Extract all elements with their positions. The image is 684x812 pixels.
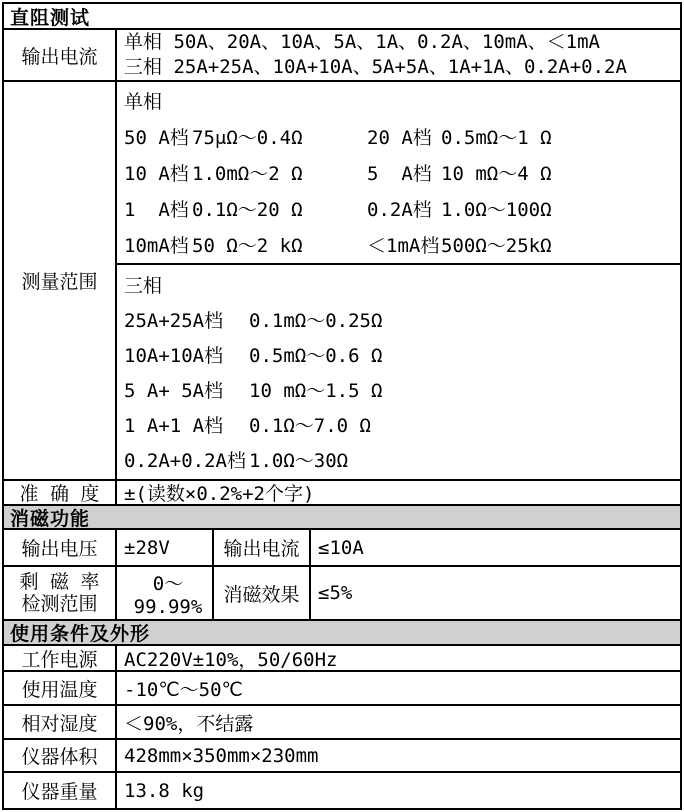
value-output-current — [117, 30, 680, 80]
section-title-dc-test: 直阻测试 — [10, 6, 91, 29]
section-header-dc-test — [4, 4, 680, 30]
label-output-voltage: 输出电压 — [4, 530, 117, 565]
label-demag-output-current: 输出电流 — [214, 530, 311, 565]
label-measure-range — [4, 82, 117, 479]
value-residual-magnetism-range: 0～99.99% — [117, 567, 214, 619]
range-label: 0.2A+0.2A档 — [124, 450, 246, 472]
range-label: 1 A档 — [124, 198, 189, 221]
label-instrument-size: 仪器体积 — [4, 740, 117, 771]
three-phase-title: 三相 — [124, 275, 163, 297]
range-label: 0.2A档 — [367, 198, 432, 221]
range-label: 5 A档 — [367, 162, 432, 185]
label-output-current-text: 输出电流 — [21, 45, 98, 68]
range-label: 10A+10A档 — [124, 345, 224, 367]
section-header-demag — [4, 506, 680, 530]
value-working-power: AC220V±10%，50/60Hz — [124, 648, 338, 670]
value-instrument-size: 428mm×350mm×230mm — [124, 744, 319, 767]
row-output-current — [4, 30, 680, 82]
range-value: 0.1mΩ～0.25Ω — [249, 310, 383, 332]
three-phase-range-row — [117, 407, 680, 442]
output-current-single-phase: 单相 50A、20A、10A、5A、1A、0.2A、10mA、＜1mA — [124, 31, 600, 53]
three-phase-range-row — [117, 302, 680, 337]
row-demag-voltage-current — [4, 530, 680, 567]
value-demag-output-current: ≤10A — [318, 536, 364, 559]
row-instrument-weight — [4, 773, 680, 808]
row-accuracy — [4, 481, 680, 506]
single-phase-range-row — [117, 154, 680, 190]
range-label: 50 A档 — [124, 126, 189, 149]
row-instrument-size — [4, 740, 680, 773]
measure-range-content — [117, 82, 680, 479]
range-label: ＜1mA档 — [367, 234, 440, 257]
single-phase-range-row — [117, 190, 680, 226]
value-output-voltage: ±28V — [117, 530, 214, 565]
row-operating-temperature — [4, 672, 680, 706]
range-value: 0.5mΩ～1 Ω — [441, 126, 552, 149]
range-label: 25A+25A档 — [124, 310, 224, 332]
range-label: 1 A+1 A档 — [124, 415, 224, 437]
range-value: 10 mΩ～4 Ω — [441, 162, 552, 185]
label-demag-effect: 消磁效果 — [214, 567, 311, 619]
label-accuracy-text: 准 确 度 — [19, 483, 100, 505]
three-phase-range-row — [117, 372, 680, 407]
row-working-power — [4, 646, 680, 672]
range-label: 10mA档 — [124, 234, 189, 257]
range-value: 500Ω～25kΩ — [441, 234, 552, 257]
label-operating-temperature: 使用温度 — [4, 672, 117, 704]
label-output-current — [4, 30, 117, 80]
label-instrument-weight: 仪器重量 — [4, 773, 117, 808]
measure-three-phase-cell — [117, 265, 680, 479]
three-phase-range-row — [117, 337, 680, 372]
three-phase-range-row — [117, 442, 680, 477]
range-value: 10 mΩ～1.5 Ω — [249, 380, 383, 402]
output-current-three-phase: 三相 25A+25A、10A+10A、5A+5A、1A+1A、0.2A+0.2A — [124, 56, 627, 78]
range-value: 0.1Ω～20 Ω — [192, 198, 303, 221]
label-accuracy — [4, 481, 117, 504]
range-value: 1.0mΩ～2 Ω — [192, 162, 303, 185]
range-label: 5 A+ 5A档 — [124, 380, 224, 402]
label-measure-range-text: 测量范围 — [21, 271, 98, 293]
value-demag-effect: ≤5% — [318, 582, 353, 604]
row-demag-residual-effect — [4, 567, 680, 621]
label-working-power: 工作电源 — [4, 646, 117, 670]
range-value: 1.0Ω～30Ω — [249, 450, 349, 472]
section-header-conditions — [4, 621, 680, 646]
value-instrument-weight: 13.8 kg — [124, 779, 205, 802]
label-relative-humidity: 相对湿度 — [4, 706, 117, 738]
range-label: 10 A档 — [124, 162, 189, 185]
single-phase-range-row — [117, 226, 680, 262]
section-title-conditions: 使用条件及外形 — [10, 623, 151, 645]
range-value: 1.0Ω～100Ω — [441, 198, 552, 221]
value-operating-temperature: -10℃～50℃ — [124, 678, 243, 701]
single-phase-title: 单相 — [124, 90, 163, 113]
value-accuracy: ±(读数×0.2%+2个字) — [124, 483, 315, 504]
measure-single-phase-cell — [117, 82, 680, 265]
single-phase-range-row — [117, 118, 680, 154]
label-residual-line1: 剩 磁 率 — [19, 571, 100, 593]
range-value: 50 Ω～2 kΩ — [192, 234, 303, 257]
spec-table — [2, 2, 682, 810]
range-label: 20 A档 — [367, 126, 432, 149]
range-value: 0.1Ω～7.0 Ω — [249, 415, 371, 437]
value-relative-humidity: ＜90%，不结露 — [124, 712, 254, 735]
range-value: 75μΩ～0.4Ω — [192, 126, 303, 149]
section-title-demag: 消磁功能 — [10, 507, 91, 530]
label-residual-line2: 检测范围 — [21, 593, 98, 615]
label-residual-magnetism-range — [4, 567, 117, 619]
range-value: 0.5mΩ～0.6 Ω — [249, 345, 383, 367]
row-relative-humidity — [4, 706, 680, 740]
row-measure-range — [4, 82, 680, 481]
